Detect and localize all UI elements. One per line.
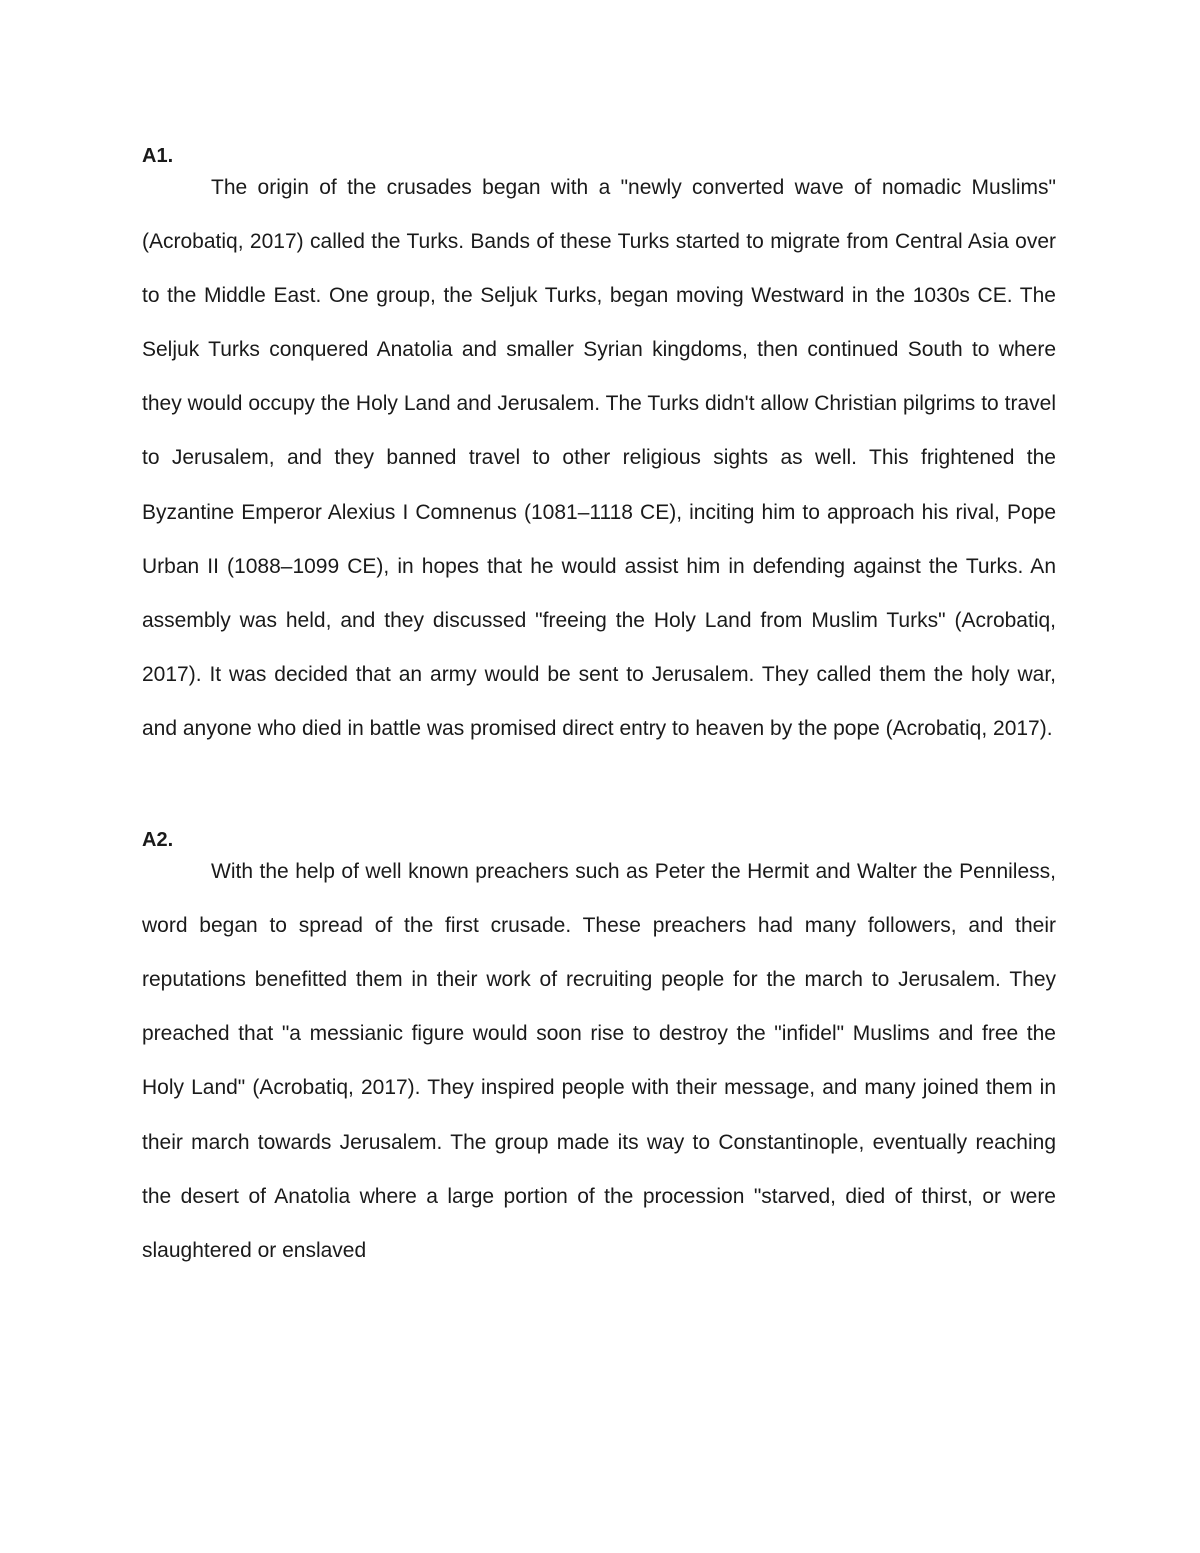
section-a2 (142, 826, 1056, 1278)
section-a1 (142, 142, 1056, 756)
section-heading: A2. (142, 829, 174, 852)
document-body (142, 142, 1056, 1278)
section-paragraph: With the help of well known preachers such as Peter the Hermit and Walter the Penniless, word began to spread of the first crusade. These preachers had many followers, and their reputations benefitted them in their work of recruiting people for the march to Jerusalem. They preached that "a messianic figure would soon rise to destroy the "infidel" Muslims and free the Holy Land" (Acrobatiq, 2017). They inspired people with their message, and many joined them in their march towards Jerusalem. The group made its way to Constantinople, eventually reaching the desert of Anatolia where a large portion of the procession "starved, died of thirst, or were slaughtered or enslaved (142, 860, 1056, 1262)
section-paragraph: The origin of the crusades began with a "newly converted wave of nomadic Muslims" (Acrobatiq, 2017) called the Turks. Bands of these Turks started to migrate from Central Asia over to the Middle East. One group, the Seljuk Turks, began moving Westward in the 1030s CE. The Seljuk Turks conquered Anatolia and smaller Syrian kingdoms, then continued South to where they would occupy the Holy Land and Jerusalem. The Turks didn't allow Christian pilgrims to travel to Jerusalem, and they banned travel to other religious sights as well. This frightened the Byzantine Emperor Alexius I Comnenus (1081–1118 CE), inciting him to approach his rival, Pope Urban II (1088–1099 CE), in hopes that he would assist him in defending against the Turks. An assembly was held, and they discussed "freeing the Holy Land from Muslim Turks" (Acrobatiq, 2017). It was decided that an army would be sent to Jerusalem. They called them the holy war, and anyone who died in battle was promised direct entry to heaven by the pope (Acrobatiq, 2017). (142, 176, 1056, 740)
section-heading: A1. (142, 145, 174, 167)
